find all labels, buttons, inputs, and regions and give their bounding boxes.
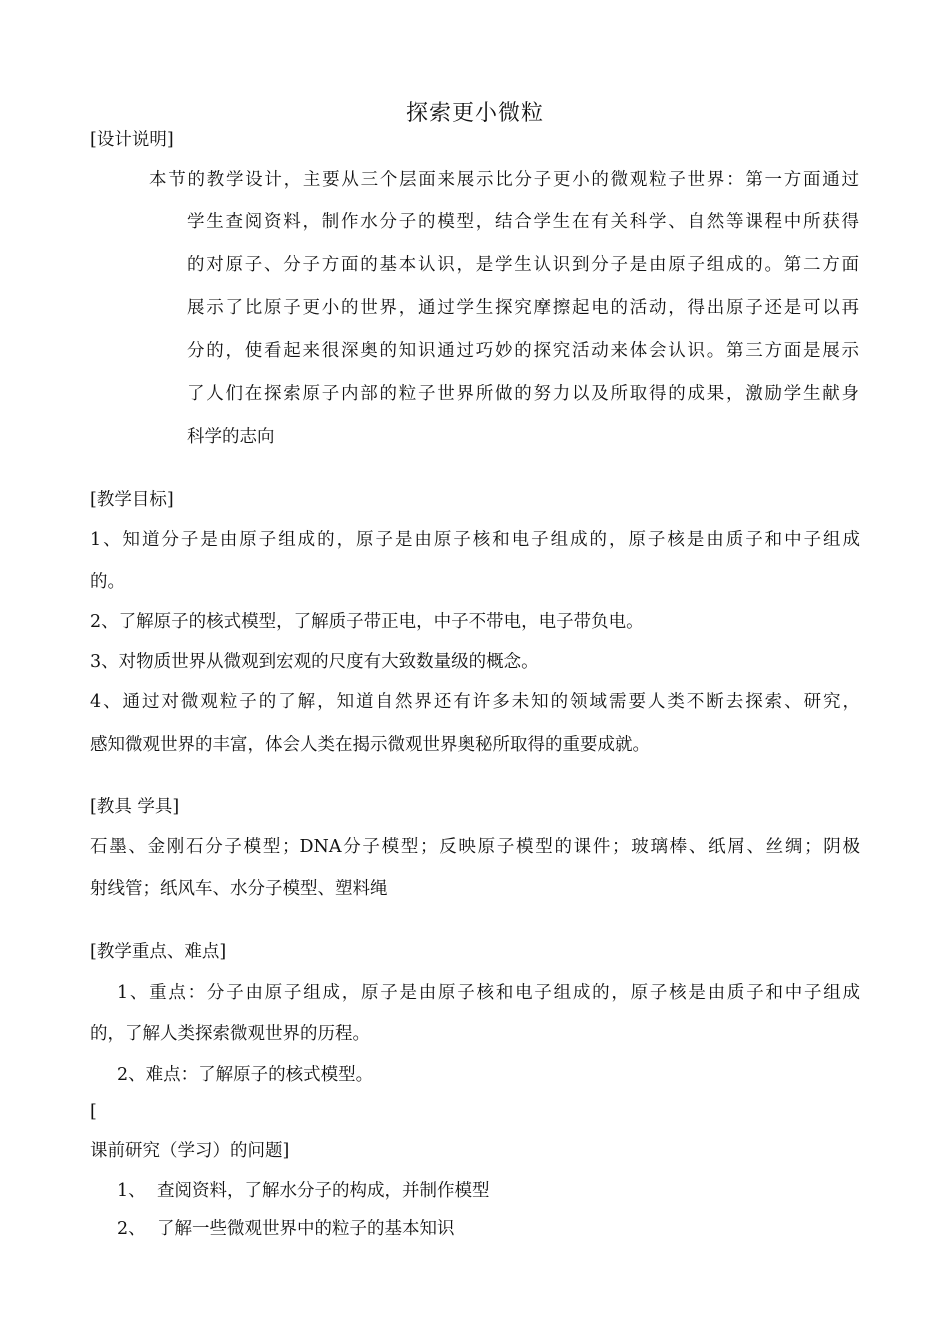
key-point-line: 1、重点：分子由原子组成，原子是由原子核和电子组成的，原子核是由质子和中子组成 xyxy=(117,983,860,1003)
paragraph-line: 科学的志向 xyxy=(187,427,275,447)
goal-line: 的。 xyxy=(90,572,125,592)
page-title: 探索更小微粒 xyxy=(405,101,544,126)
section-heading-design: [设计说明] xyxy=(90,130,174,150)
question-item xyxy=(117,1217,455,1241)
question-text: 查阅资料，了解水分子的构成，并制作模型 xyxy=(157,1181,490,1201)
goal-line: 1、知道分子是由原子组成的，原子是由原子核和电子组成的，原子核是由质子和中子组成 xyxy=(90,530,860,550)
goal-line: 4、通过对微观粒子的了解，知道自然界还有许多未知的领域需要人类不断去探索、研究， xyxy=(90,692,860,712)
tools-line: 石墨、金刚石分子模型；DNA分子模型；反映原子模型的课件；玻璃棒、纸屑、丝绸；阴极 xyxy=(90,837,860,857)
key-point-line: 的，了解人类探索微观世界的历程。 xyxy=(90,1024,370,1044)
section-heading-tools: [教具 学具] xyxy=(90,797,180,817)
tools-line: 射线管；纸风车、水分子模型、塑料绳 xyxy=(90,879,388,899)
paragraph-line: 的对原子、分子方面的基本认识，是学生认识到分子是由原子组成的。第二方面 xyxy=(187,255,859,275)
key-point-line: 2、难点：了解原子的核式模型。 xyxy=(117,1065,374,1085)
goal-line: 2、了解原子的核式模型，了解质子带正电，中子不带电，电子带负电。 xyxy=(90,612,644,632)
goal-line: 3、对物质世界从微观到宏观的尺度有大致数量级的概念。 xyxy=(90,652,539,672)
paragraph-line: 了人们在探索原子内部的粒子世界所做的努力以及所取得的成果，激励学生献身 xyxy=(187,384,859,404)
paragraph-line: 本节的教学设计，主要从三个层面来展示比分子更小的微观粒子世界：第一方面通过 xyxy=(149,170,859,190)
section-heading-questions-bracket: [ xyxy=(90,1102,97,1122)
paragraph-line: 分的，使看起来很深奥的知识通过巧妙的探究活动来体会认识。第三方面是展示 xyxy=(187,341,859,361)
question-item xyxy=(117,1179,490,1203)
goal-line: 感知微观世界的丰富，体会人类在揭示微观世界奥秘所取得的重要成就。 xyxy=(90,735,650,755)
question-number: 1、 xyxy=(117,1181,146,1201)
paragraph-line: 展示了比原子更小的世界，通过学生探究摩擦起电的活动，得出原子还是可以再 xyxy=(187,298,859,318)
section-heading-questions: 课前研究（学习）的问题] xyxy=(90,1141,290,1161)
question-text: 了解一些微观世界中的粒子的基本知识 xyxy=(157,1219,455,1239)
paragraph-line: 学生查阅资料，制作水分子的模型，结合学生在有关科学、自然等课程中所获得 xyxy=(187,212,859,232)
question-number: 2、 xyxy=(117,1219,146,1239)
section-heading-key-points: [教学重点、难点] xyxy=(90,942,227,962)
section-heading-goals: [教学目标] xyxy=(90,490,174,510)
